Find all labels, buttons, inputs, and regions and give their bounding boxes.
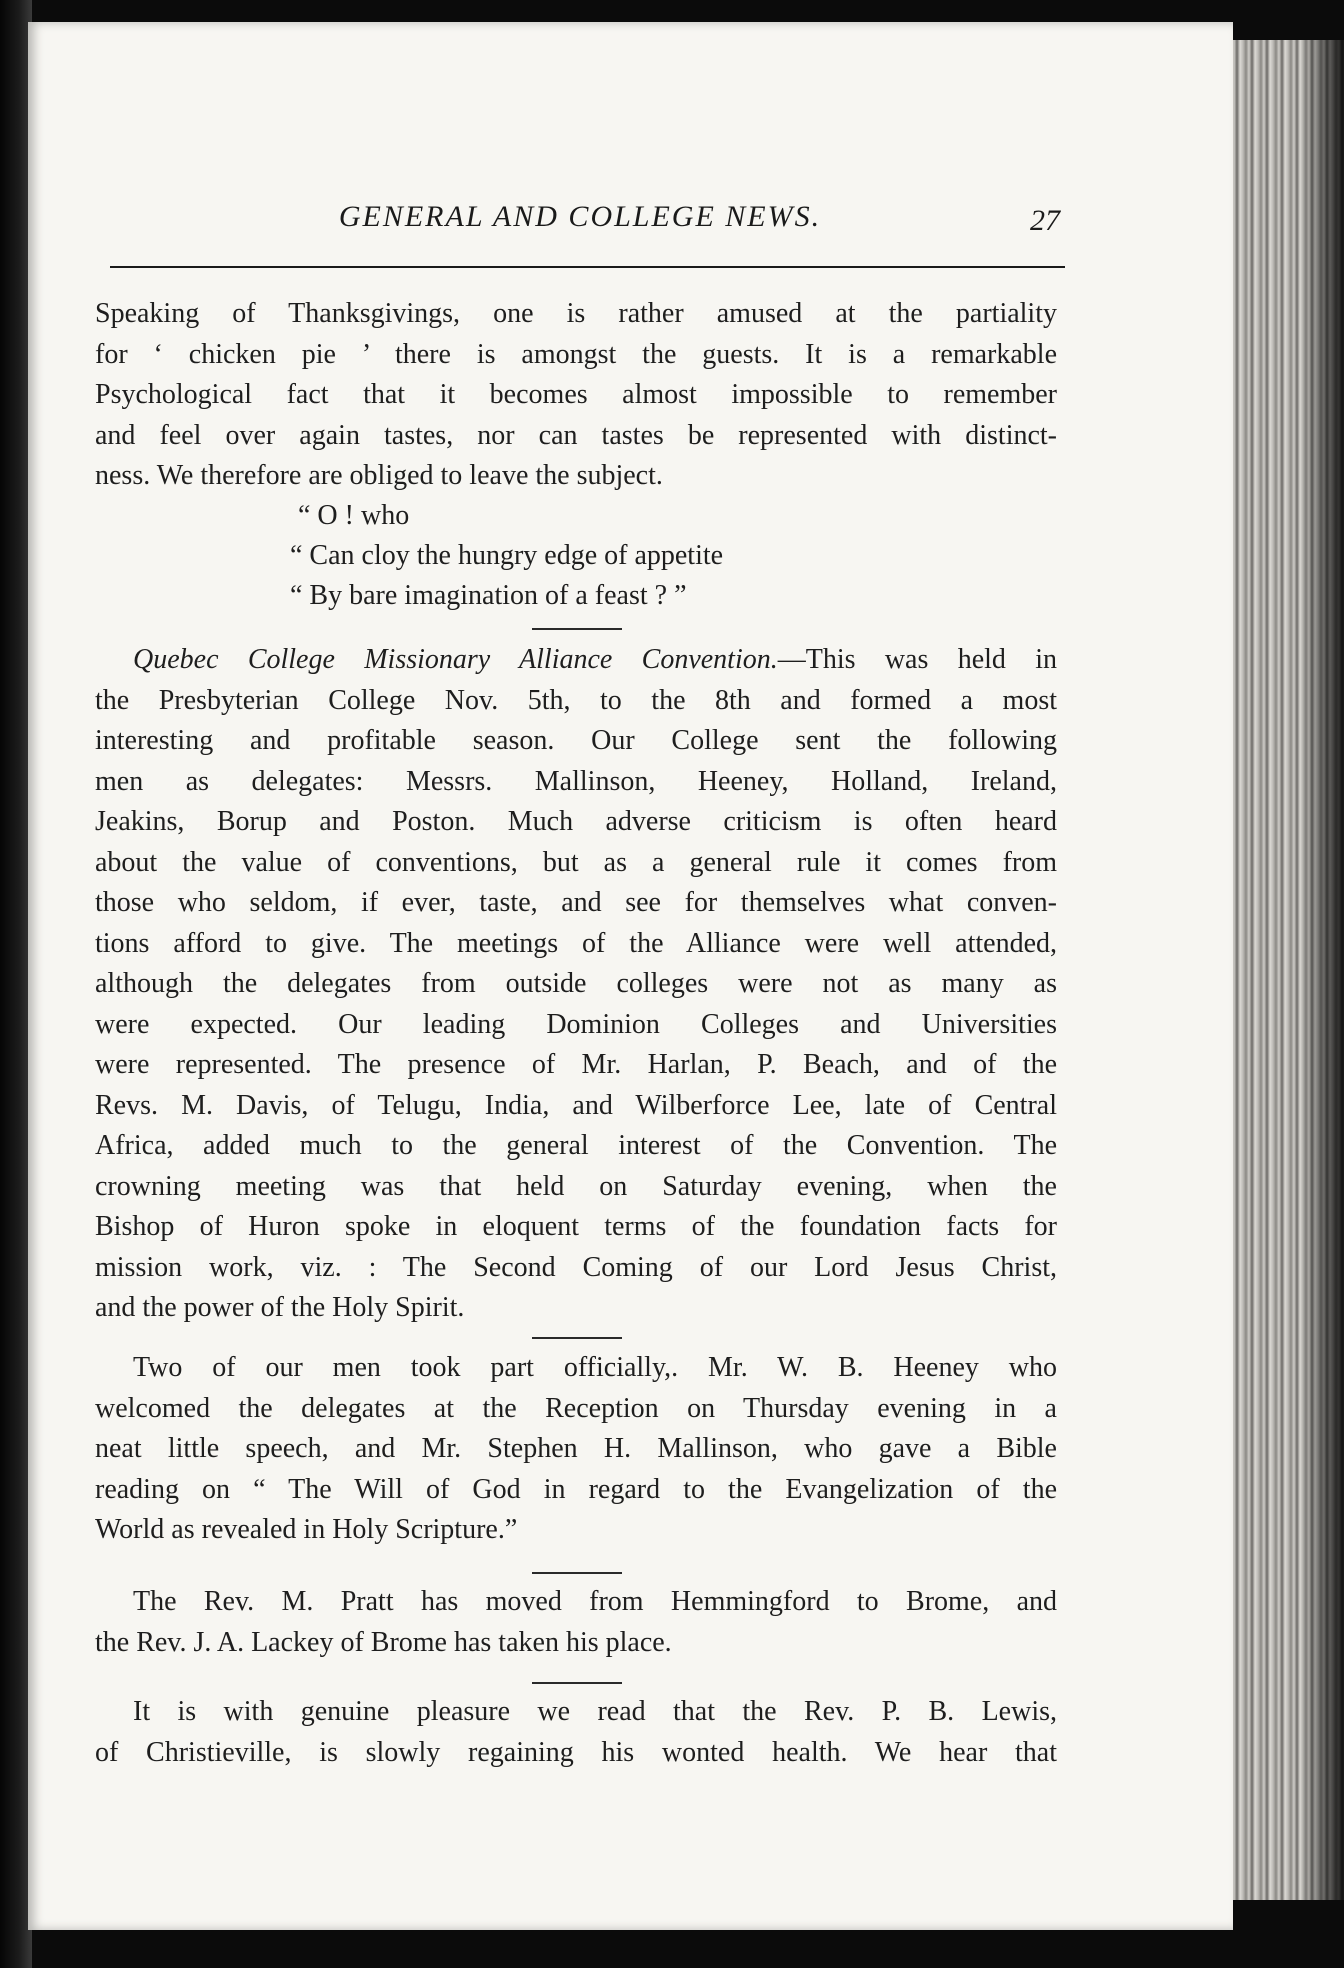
header-rule (110, 266, 1065, 268)
section-divider (532, 1682, 622, 1684)
text-line: tions afford to give. The meetings of the Alliance were well attended, (95, 927, 1057, 959)
text-line: Bishop of Huron spoke in eloquent terms of the foundation facts for (95, 1211, 1057, 1242)
text-line: crowning meeting was that held on Saturday evening, when the (95, 1170, 1057, 1202)
text-line: Speaking of Thanksgivings, one is rather amused at the partiality (95, 298, 1057, 329)
running-head: GENERAL AND COLLEGE NEWS. (338, 200, 822, 233)
text-line: those who seldom, if ever, taste, and see for themselves what conven- (95, 887, 1057, 918)
convention-heading: Quebec College Missionary Alliance Convention. (133, 644, 778, 675)
text-line: neat little speech, and Mr. Stephen H. Mallinson, who gave a Bible (95, 1433, 1057, 1464)
section-divider (532, 628, 622, 630)
text-line: The Rev. M. Pratt has moved from Hemmingford to Brome, and (133, 1586, 1057, 1617)
text-line: World as revealed in Holy Scripture.” (95, 1514, 518, 1545)
text-line: the Rev. J. A. Lackey of Brome has taken his place. (95, 1626, 672, 1658)
section-divider (532, 1572, 622, 1574)
text-line: of Christieville, is slowly regaining his wonted health. We hear that (95, 1736, 1057, 1768)
verse-line: “ By bare imagination of a feast ? ” (290, 580, 687, 611)
paragraph-pratt (95, 1582, 1057, 1663)
verse-quotation (290, 496, 723, 616)
text-line: were expected. Our leading Dominion Colleges and Universities (95, 1008, 1057, 1040)
text-line: welcomed the delegates at the Reception on Thursday evening in a (95, 1392, 1057, 1424)
text-line: and the power of the Holy Spirit. (95, 1292, 465, 1323)
paragraph-lewis (95, 1692, 1057, 1773)
paragraph-heeney-mallinson (95, 1348, 1057, 1551)
text-line: It is with genuine pleasure we read that the Rev. P. B. Lewis, (133, 1696, 1057, 1727)
verse-line: “ O ! who (298, 500, 410, 531)
text-line: interesting and profitable season. Our College sent the following (95, 725, 1057, 756)
verse-line: “ Can cloy the hungry edge of appetite (290, 540, 724, 571)
text-line: Quebec College Missionary Alliance Convention.—This was held in (133, 644, 1057, 675)
text-line: men as delegates: Messrs. Mallinson, Heeney, Holland, Ireland, (95, 765, 1057, 797)
text-line: Psychological fact that it becomes almost impossible to remember (95, 379, 1057, 410)
page-number: 27 (1030, 204, 1060, 237)
text-line: ness. We therefore are obliged to leave the subject. (95, 460, 663, 491)
text-line: Revs. M. Davis, of Telugu, India, and Wilberforce Lee, late of Central (95, 1089, 1057, 1121)
paragraph-convention (95, 640, 1057, 1329)
text-line: reading on “ The Will of God in regard to the Evangelization of the (95, 1473, 1057, 1505)
text-line: mission work, viz. : The Second Coming of our Lord Jesus Christ, (95, 1251, 1057, 1283)
text-line: and feel over again tastes, nor can tastes be represented with distinct- (95, 419, 1057, 451)
text-line: Africa, added much to the general interest of the Convention. The (95, 1130, 1057, 1161)
text-line: the Presbyterian College Nov. 5th, to the 8th and formed a most (95, 684, 1057, 716)
page-edge-shadow (1300, 40, 1344, 1900)
text-line: were represented. The presence of Mr. Harlan, P. Beach, and of the (95, 1049, 1057, 1080)
paragraph-thanksgiving (95, 294, 1057, 497)
text-line: about the value of conventions, but as a general rule it comes from (95, 846, 1057, 878)
text-line: although the delegates from outside colleges were not as many as (95, 968, 1057, 999)
text-line: for ‘ chicken pie ’ there is amongst the guests. It is a remarkable (95, 338, 1057, 370)
text-line: Jeakins, Borup and Poston. Much adverse criticism is often heard (95, 806, 1057, 837)
section-divider (532, 1337, 622, 1339)
text-line: Two of our men took part officially,. Mr. W. B. Heeney who (133, 1352, 1057, 1383)
